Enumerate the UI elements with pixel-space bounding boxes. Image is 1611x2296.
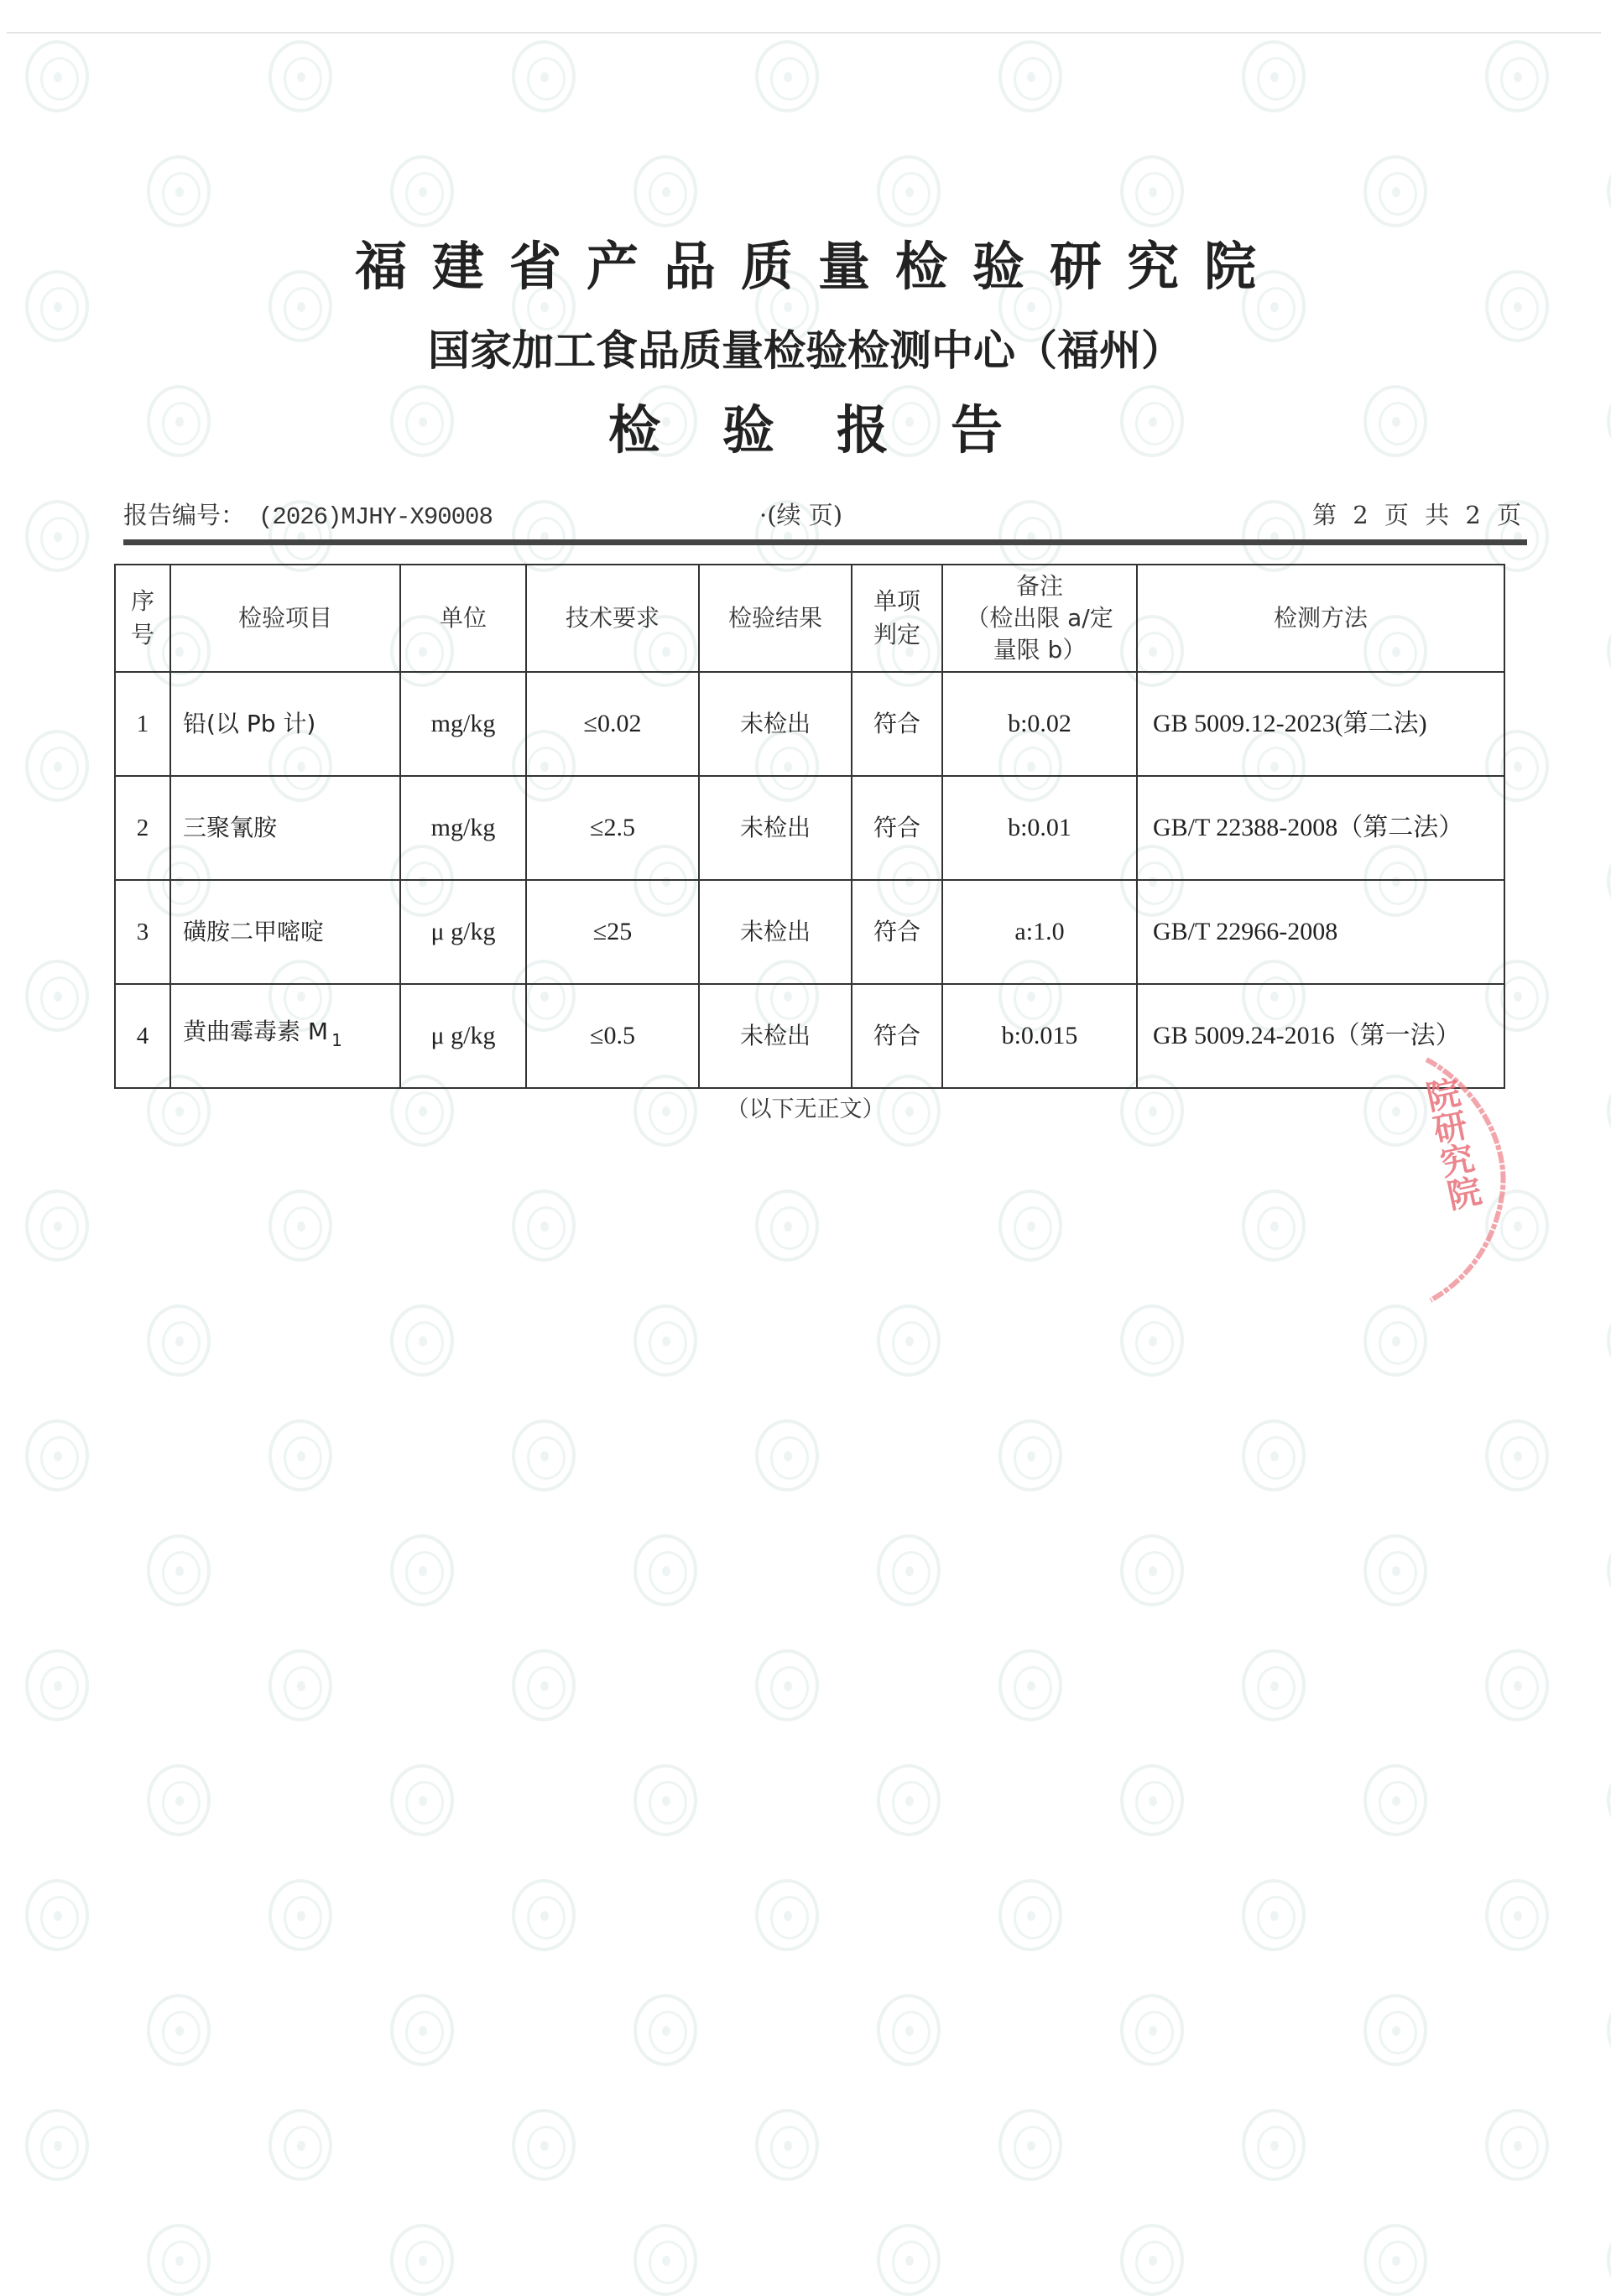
watermark-seal-icon <box>755 1190 819 1262</box>
cell-item-subscript: 1 <box>331 1030 342 1050</box>
watermark-seal-icon <box>1485 1879 1549 1951</box>
watermark-seal-icon <box>1607 1304 1611 1377</box>
watermark-seal-icon <box>998 500 1062 572</box>
watermark-seal-icon <box>877 155 941 227</box>
watermark-seal-icon <box>25 1190 89 1262</box>
cell-unit: μ g/kg <box>400 984 526 1088</box>
stamp-text: 院研究院 <box>1418 1074 1484 1214</box>
cell-judgement: 符合 <box>852 880 942 984</box>
watermark-seal-icon <box>147 2224 211 2296</box>
inspection-results-table <box>114 564 1505 1089</box>
watermark-seal-icon <box>147 1764 211 1836</box>
watermark-seal-icon <box>1242 1649 1306 1721</box>
cell-result: 未检出 <box>699 776 852 880</box>
watermark-seal-icon <box>633 1764 697 1836</box>
watermark-seal-icon <box>755 1419 819 1492</box>
watermark-seal-icon <box>998 1879 1062 1951</box>
cell-seq: 3 <box>115 880 170 984</box>
watermark-seal-icon <box>1120 1534 1184 1606</box>
watermark-seal-icon <box>25 40 89 112</box>
cell-item: 铅(以 Pb 计) <box>170 672 400 776</box>
header-judgement: 单项判定 <box>852 565 942 672</box>
watermark-seal-icon <box>1363 1764 1427 1836</box>
cell-requirement: ≤0.5 <box>526 984 699 1088</box>
watermark-seal-icon <box>1242 1190 1306 1262</box>
watermark-seal-icon <box>512 1419 576 1492</box>
header-requirement: 技术要求 <box>526 565 699 672</box>
header-remark-detail: （检出限 a/定 <box>966 604 1113 632</box>
watermark-seal-icon <box>1242 40 1306 112</box>
watermark-seal-icon <box>998 2109 1062 2181</box>
watermark-seal-icon <box>1120 1304 1184 1377</box>
watermark-seal-icon <box>633 155 697 227</box>
watermark-seal-icon <box>1607 1764 1611 1836</box>
watermark-seal-icon <box>268 2109 332 2181</box>
watermark-seal-icon <box>390 1304 454 1377</box>
scan-edge-line <box>7 32 1601 34</box>
cell-remark: a:1.0 <box>942 880 1137 984</box>
watermark-seal-icon <box>268 1879 332 1951</box>
watermark-seal-icon <box>998 1190 1062 1262</box>
watermark-seal-icon <box>755 1649 819 1721</box>
watermark-seal-icon <box>633 1534 697 1606</box>
watermark-seal-icon <box>877 1764 941 1836</box>
watermark-seal-icon <box>1485 40 1549 112</box>
watermark-seal-icon <box>1607 845 1611 917</box>
center-subtitle: 国家加工食品质量检验检测中心（福州） <box>428 326 1183 375</box>
watermark-seal-icon <box>512 1649 576 1721</box>
cell-unit: mg/kg <box>400 672 526 776</box>
watermark-seal-icon <box>1607 615 1611 687</box>
cell-result: 未检出 <box>699 672 852 776</box>
watermark-seal-icon <box>1607 155 1611 227</box>
watermark-seal-icon <box>1242 1879 1306 1951</box>
watermark-seal-icon <box>998 40 1062 112</box>
cell-remark: b:0.01 <box>942 776 1137 880</box>
watermark-seal-icon <box>25 730 89 802</box>
cell-requirement: ≤25 <box>526 880 699 984</box>
header-unit: 单位 <box>400 565 526 672</box>
watermark-seal-icon <box>512 40 576 112</box>
watermark-seal-icon <box>1363 155 1427 227</box>
watermark-seal-icon <box>1120 155 1184 227</box>
cell-item-text: 黄曲霉毒素 M <box>183 1018 329 1045</box>
report-number <box>123 498 493 532</box>
watermark-seal-icon <box>390 1994 454 2066</box>
report-number-label: 报告编号： <box>123 501 246 529</box>
watermark-seal-icon <box>268 40 332 112</box>
watermark-seal-icon <box>1485 1419 1549 1492</box>
header-remark-detail-2: 量限 b） <box>993 636 1087 664</box>
page-indicator: 第 2 页 共 2 页 <box>1312 501 1521 529</box>
watermark-seal-icon <box>1363 2224 1427 2296</box>
header-result: 检验结果 <box>699 565 852 672</box>
cell-requirement: ≤2.5 <box>526 776 699 880</box>
watermark-seal-icon <box>633 1994 697 2066</box>
watermark-seal-icon <box>390 2224 454 2296</box>
cell-method: GB/T 22966-2008 <box>1137 880 1504 984</box>
watermark-seal-icon <box>25 1649 89 1721</box>
cell-seq: 1 <box>115 672 170 776</box>
cell-item <box>170 984 400 1088</box>
watermark-seal-icon <box>390 1534 454 1606</box>
watermark-seal-icon <box>268 1190 332 1262</box>
cell-result: 未检出 <box>699 984 852 1088</box>
watermark-seal-icon <box>512 500 576 572</box>
table-row <box>115 672 1504 776</box>
watermark-seal-icon <box>147 1994 211 2066</box>
watermark-seal-icon <box>1363 1304 1427 1377</box>
cell-remark: b:0.02 <box>942 672 1137 776</box>
table-row <box>115 776 1504 880</box>
watermark-seal-icon <box>1363 1534 1427 1606</box>
institute-title: 福建省产品质量检验研究院 <box>354 236 1281 297</box>
cell-item: 磺胺二甲嘧啶 <box>170 880 400 984</box>
watermark-seal-icon <box>877 1534 941 1606</box>
cell-result: 未检出 <box>699 880 852 984</box>
watermark-seal-icon <box>25 960 89 1032</box>
watermark-seal-icon <box>268 1419 332 1492</box>
watermark-seal-icon <box>1242 500 1306 572</box>
watermark-seal-icon <box>633 1304 697 1377</box>
watermark-seal-icon <box>25 500 89 572</box>
continuation-marker: ·(续 页) <box>759 501 843 529</box>
header-remark <box>942 565 1137 672</box>
cell-seq: 4 <box>115 984 170 1088</box>
watermark-seal-icon <box>268 1649 332 1721</box>
cell-requirement: ≤0.02 <box>526 672 699 776</box>
cell-judgement: 符合 <box>852 984 942 1088</box>
watermark-seal-icon <box>755 1879 819 1951</box>
watermark-seal-icon <box>512 1879 576 1951</box>
watermark-seal-icon <box>390 155 454 227</box>
watermark-seal-icon <box>998 1649 1062 1721</box>
watermark-seal-icon <box>1120 1764 1184 1836</box>
header-item: 检验项目 <box>170 565 400 672</box>
watermark-seal-icon <box>877 1304 941 1377</box>
cell-unit: μ g/kg <box>400 880 526 984</box>
cell-method: GB/T 22388-2008（第二法） <box>1137 776 1504 880</box>
watermark-seal-icon <box>147 1304 211 1377</box>
watermark-seal-icon <box>25 2109 89 2181</box>
table-header-row <box>115 565 1504 672</box>
header-remark-title: 备注 <box>1015 572 1063 600</box>
header-seq: 序号 <box>115 565 170 672</box>
cell-remark: b:0.015 <box>942 984 1137 1088</box>
watermark-seal-icon <box>1242 2109 1306 2181</box>
watermark-seal-icon <box>25 1879 89 1951</box>
cell-judgement: 符合 <box>852 672 942 776</box>
watermark-seal-icon <box>1485 1649 1549 1721</box>
watermark-seal-icon <box>1120 2224 1184 2296</box>
watermark-seal-icon <box>25 1419 89 1492</box>
watermark-seal-icon <box>633 2224 697 2296</box>
document-type-title: 检验报告 <box>607 399 1065 461</box>
table-row <box>115 880 1504 984</box>
watermark-seal-icon <box>1485 2109 1549 2181</box>
watermark-seal-icon <box>877 1994 941 2066</box>
watermark-seal-icon <box>147 155 211 227</box>
watermark-seal-icon <box>390 1764 454 1836</box>
watermark-seal-icon <box>877 2224 941 2296</box>
cell-unit: mg/kg <box>400 776 526 880</box>
watermark-seal-icon <box>147 1534 211 1606</box>
watermark-seal-icon <box>1363 1994 1427 2066</box>
cell-method: GB 5009.12-2023(第二法) <box>1137 672 1504 776</box>
cell-seq: 2 <box>115 776 170 880</box>
watermark-seal-icon <box>755 40 819 112</box>
report-number-value: (2026)MJHY-X90008 <box>258 503 493 531</box>
watermark-seal-icon <box>998 1419 1062 1492</box>
watermark-seal-icon <box>1607 1994 1611 2066</box>
header-method: 检测方法 <box>1137 565 1504 672</box>
table-row <box>115 984 1504 1088</box>
cell-item: 三聚氰胺 <box>170 776 400 880</box>
watermark-seal-icon <box>512 1190 576 1262</box>
watermark-seal-icon <box>1607 1534 1611 1606</box>
watermark-seal-icon <box>1242 1419 1306 1492</box>
header-divider <box>123 539 1527 545</box>
cell-judgement: 符合 <box>852 776 942 880</box>
watermark-seal-icon <box>1485 1190 1549 1262</box>
watermark-seal-icon <box>1120 1994 1184 2066</box>
watermark-seal-icon <box>512 2109 576 2181</box>
cell-method: GB 5009.24-2016（第一法） <box>1137 984 1504 1088</box>
watermark-seal-icon <box>1607 2224 1611 2296</box>
watermark-seal-icon <box>755 2109 819 2181</box>
end-of-content-note: （以下无正文） <box>726 1096 885 1122</box>
